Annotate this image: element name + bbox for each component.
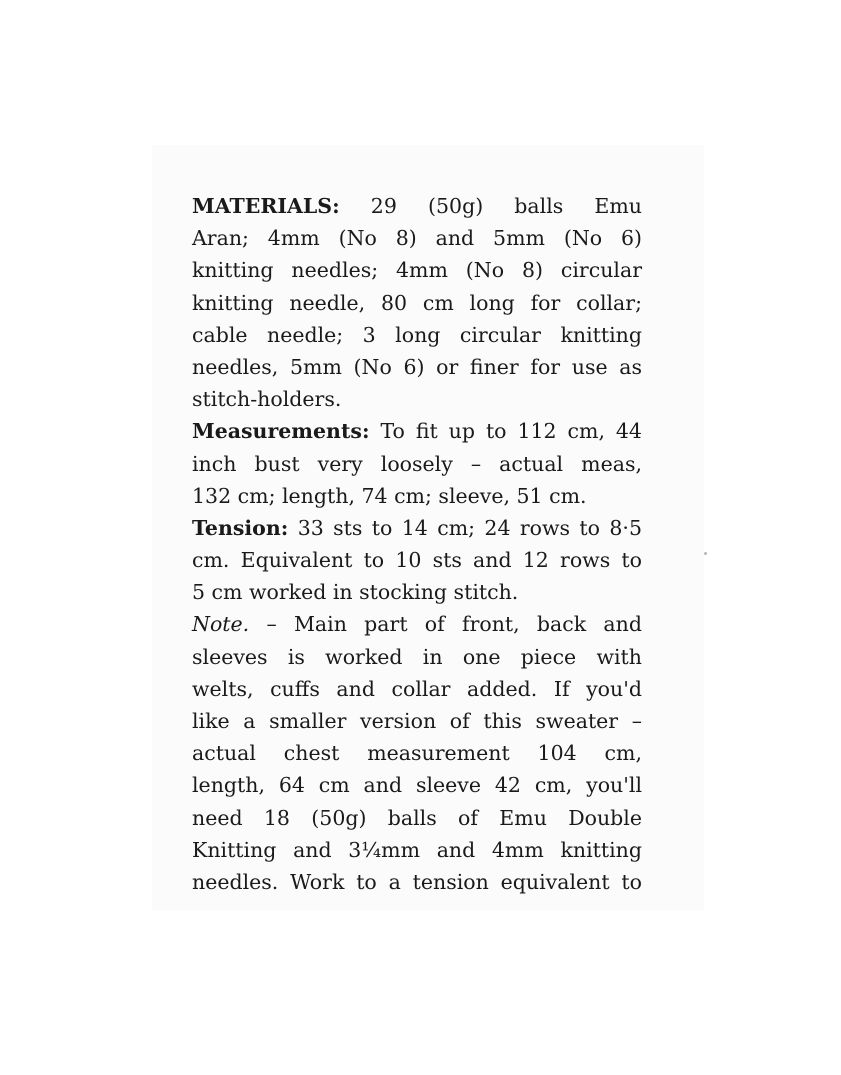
note-line-8: Knitting and 3¼mm and 4mm knitting	[192, 837, 642, 862]
materials-line-1: MATERIALS: 29 (50g) balls Emu	[192, 194, 642, 218]
materials-line-4: knitting needle, 80 cm long for collar;	[192, 290, 642, 315]
note-line-9: needles. Work to a tension equivalent to	[192, 869, 642, 894]
measurements-line-3: 132 cm; length, 74 cm; sleeve, 51 cm.	[192, 483, 587, 508]
tension-line-1: Tension: 33 sts to 14 cm; 24 rows to 8·5	[192, 515, 642, 540]
note-line-2: sleeves is worked in one piece with	[192, 644, 642, 669]
note-line-4: like a smaller version of this sweater –	[192, 709, 642, 733]
note-line-6: length, 64 cm and sleeve 42 cm, you'll	[192, 773, 642, 798]
materials-line-7: stitch-holders.	[192, 387, 342, 412]
materials-line-3: knitting needles; 4mm (No 8) circular	[192, 258, 642, 283]
measurements-line-2: inch bust very loosely – actual meas,	[192, 451, 642, 476]
materials-line-2: Aran; 4mm (No 8) and 5mm (No 6)	[192, 226, 642, 251]
measurements-heading: Measurements:	[192, 419, 370, 444]
note-line-5: actual chest measurement 104 cm,	[192, 741, 642, 766]
note-line-1: Note. – Main part of front, back and	[192, 612, 642, 637]
tension-line-3: 5 cm worked in stocking stitch.	[192, 580, 519, 605]
measurements-line-1: Measurements: To fit up to 112 cm, 44	[192, 419, 642, 444]
note-line-3: welts, cuffs and collar added. If you'd	[192, 676, 642, 701]
note-heading: Note.	[192, 612, 250, 637]
tension-line-2: cm. Equivalent to 10 sts and 12 rows to	[192, 548, 642, 573]
knitting-pattern-text	[192, 190, 642, 898]
note-line-7: need 18 (50g) balls of Emu Double	[192, 805, 642, 830]
scan-speck	[704, 552, 707, 555]
materials-line-5: cable needle; 3 long circular knitting	[192, 322, 642, 347]
materials-heading: MATERIALS:	[192, 194, 340, 218]
materials-line-6: needles, 5mm (No 6) or finer for use as	[192, 354, 642, 379]
tension-heading: Tension:	[192, 515, 289, 540]
